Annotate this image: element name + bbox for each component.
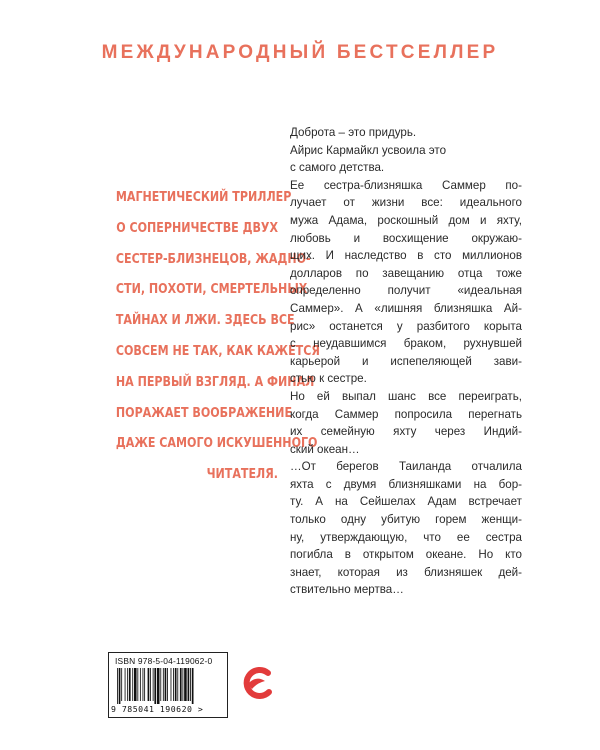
blurb-line: Ее сестра-близняшка Саммер по- (290, 178, 522, 192)
blurb-line: карьерой и испепеляющей зави- (290, 354, 522, 368)
blurb-line: лучает от жизни все: идеального (290, 196, 522, 210)
isbn-label: ISBN 978-5-04-119062-0 (115, 656, 213, 666)
blurb-line: …От берегов Таиланда отчалила (290, 460, 522, 474)
blurb-line: стью к сестре. (290, 372, 367, 386)
tagline-line: СОВСЕМ НЕ ТАК, КАК КАЖЕТСЯ (115, 343, 320, 359)
barcode-digits: 9 785041 190620 > (111, 704, 204, 714)
tagline-line: МАГНЕТИЧЕСКИЙ ТРИЛЛЕР (115, 190, 292, 205)
blurb-line: Саммер». А «лишняя близняшка Ай- (290, 301, 522, 315)
blurb-line: знает, которая из близняшек дей- (290, 565, 522, 579)
blurb-line: определенно получит «идеальная (290, 284, 522, 298)
tagline-line: О СОПЕРНИЧЕСТВЕ ДВУХ (116, 220, 278, 236)
blurb-line: ствительно мертва… (290, 583, 404, 597)
tagline-line: НА ПЕРВЫЙ ВЗГЛЯД. А ФИНАЛ (115, 374, 315, 390)
blurb-line: с неудавшимся браком, рухнувшей (290, 337, 522, 351)
blurb-line: погибла в открытом океане. Но кто (290, 548, 522, 562)
blurb-line: Но ей выпал шанс все переиграть, (290, 389, 522, 403)
tagline-line: СЕСТЕР-БЛИЗНЕЦОВ, ЖАДНО- (115, 251, 311, 267)
blurb-line: рис» останется у разбитого корыта (290, 319, 522, 333)
blurb-line: любовь и восхищение окружаю- (290, 231, 522, 245)
blurb-line: Айрис Кармайкл усвоила это (290, 143, 447, 157)
blurb-line: Доброта – это придурь. (290, 126, 417, 139)
blurb-line: мужа Адама, роскошный дом и яхту, (290, 213, 522, 227)
blurb-line: долларов по завещанию отца тоже (290, 266, 522, 280)
blurb-line: с самого детства. (290, 161, 385, 175)
blurb-text (290, 124, 522, 599)
blurb-line: ну, утверждающую, что ее сестра (290, 530, 522, 544)
blurb-line: когда Саммер попросила перегнать (290, 407, 522, 421)
tagline (115, 183, 320, 491)
tagline-line: ДАЖЕ САМОГО ИСКУШЕННОГО (115, 436, 318, 452)
tagline-line: ТАЙНАХ И ЛЖИ. ЗДЕСЬ ВСЕ (115, 313, 295, 329)
publisher-logo-icon (238, 664, 274, 702)
blurb-line: их семейную яхту через Индий- (290, 425, 522, 439)
tagline-line: ЧИТАТЕЛЯ. (206, 467, 278, 483)
blurb-line: только одну убитую горем женщи- (290, 513, 522, 527)
blurb-line: ту. А на Сейшелах Адам встречает (290, 495, 522, 509)
bestseller-headline: МЕЖДУНАРОДНЫЙ БЕСТСЕЛЛЕР (101, 42, 499, 63)
barcode-icon (117, 668, 219, 704)
tagline-line: СТИ, ПОХОТИ, СМЕРТЕЛЬНЫХ (115, 282, 308, 298)
blurb-line: яхта с двумя близняшками на бор- (290, 477, 522, 491)
blurb-line: щих. И наследство в сто миллионов (290, 249, 522, 263)
blurb-line: ский океан… (290, 442, 360, 456)
tagline-line: ПОРАЖАЕТ ВООБРАЖЕНИЕ (115, 405, 293, 421)
isbn-barcode-box (108, 652, 228, 718)
